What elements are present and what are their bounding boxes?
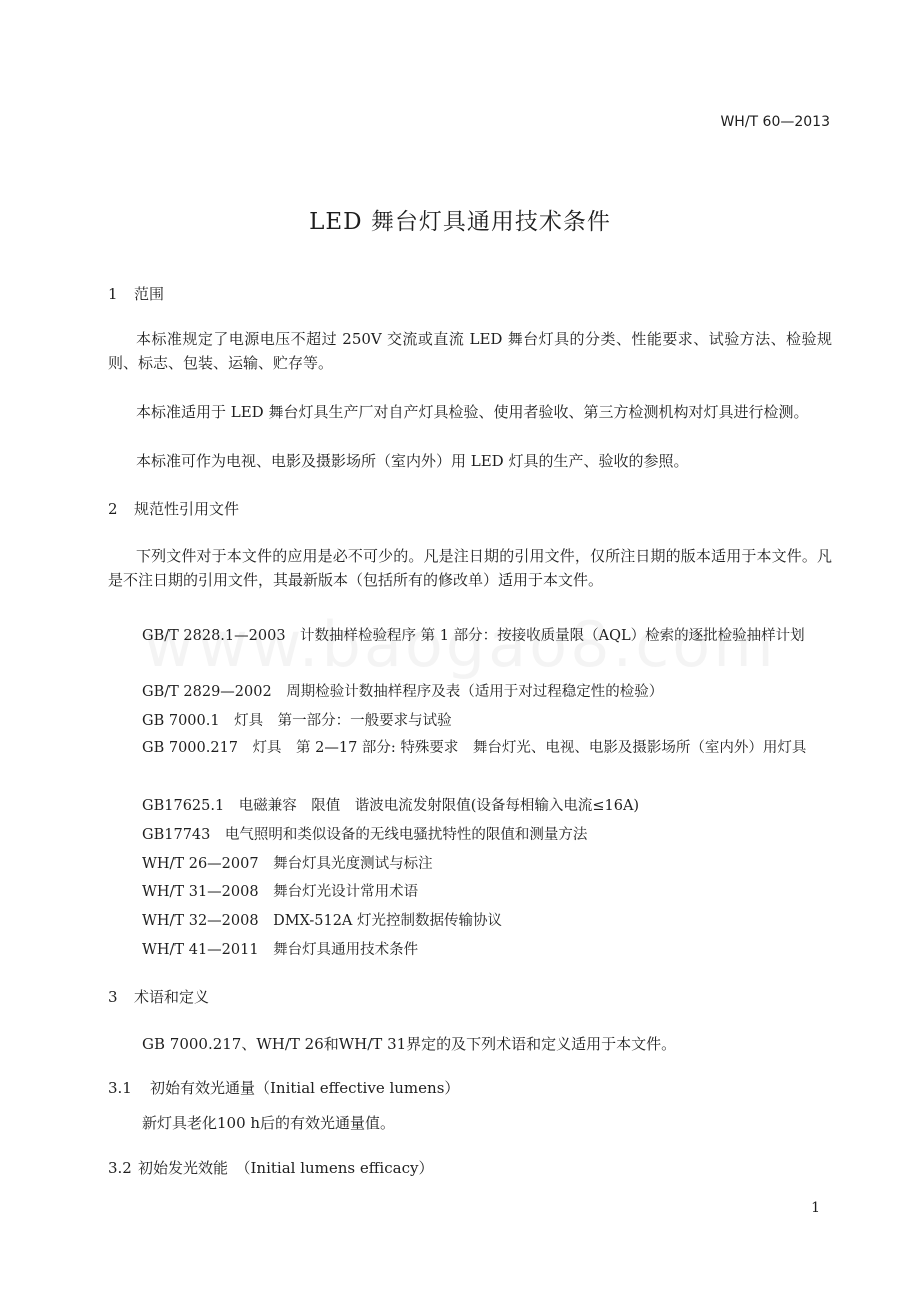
section-title: 规范性引用文件 (134, 500, 240, 518)
reference-item: GB 7000.1 灯具 第一部分：一般要求与试验 (142, 713, 452, 729)
reference-item: WH/T 41—2011 舞台灯具通用技术条件 (142, 942, 419, 958)
subsection-heading-initial-effective-lumens (108, 1077, 459, 1098)
reference-item: GB/T 2829—2002 周期检验计数抽样程序及表（适用于对过程稳定性的检验） (142, 684, 664, 700)
section-heading-terms-and-definitions (108, 986, 209, 1007)
paragraph: 下列文件对于本文件的应用是必不可少的。凡是注日期的引用文件，仅所注日期的版本适用于本文件。凡是不注日期的引用文件，其最新版本（包括所有的修改单）适用于本文件。 (108, 547, 832, 589)
section-title: 术语和定义 (134, 988, 210, 1006)
paragraph: GB 7000.217、WH/T 26和WH/T 31界定的及下列术语和定义适用于本文件。 (142, 1035, 677, 1053)
definition-text: 新灯具老化100 h后的有效光通量值。 (142, 1114, 396, 1132)
section-heading-normative-references (108, 498, 239, 519)
reference-item: GB 7000.217 灯具 第 2—17 部分: 特殊要求 舞台灯光、电视、电影及摄影场所（室内外）用灯具 (142, 740, 807, 756)
subsection-title: 初始发光效能 （Initial lumens efficacy） (138, 1159, 434, 1177)
reference-item: GB17743 电气照明和类似设备的无线电骚扰特性的限值和测量方法 (142, 827, 588, 843)
paragraph: 本标准规定了电源电压不超过 250V 交流或直流 LED 舞台灯具的分类、性能要求、试验方法、检验规则、标志、包装、运输、贮存等。 (108, 330, 832, 372)
reference-item: WH/T 32—2008 DMX-512A 灯光控制数据传输协议 (142, 913, 502, 929)
standard-number: WH/T 60—2013 (720, 114, 830, 130)
section-heading-scope (108, 283, 164, 304)
reference-item: GB/T 2828.1—2003 计数抽样检验程序 第 1 部分：按接收质量限（AQL）检索的逐批检验抽样计划 (142, 628, 805, 644)
subsection-heading-initial-lumens-efficacy (108, 1157, 433, 1178)
section-title: 范围 (134, 285, 165, 303)
paragraph: 本标准可作为电视、电影及摄影场所（室内外）用 LED 灯具的生产、验收的参照。 (136, 452, 689, 470)
reference-item: WH/T 31—2008 舞台灯光设计常用术语 (142, 884, 419, 900)
section-number: 3 (108, 988, 118, 1006)
page-number: 1 (811, 1200, 820, 1216)
subsection-title: 初始有效光通量（Initial effective lumens） (150, 1079, 460, 1097)
paragraph: 本标准适用于 LED 舞台灯具生产厂对自产灯具检验、使用者验收、第三方检测机构对灯具进行检测。 (136, 403, 809, 421)
reference-item: GB17625.1 电磁兼容 限值 谐波电流发射限值(设备每相输入电流≤16A) (142, 798, 640, 814)
subsection-number: 3.1 (108, 1079, 132, 1097)
section-number: 1 (108, 285, 118, 303)
document-title: LED 舞台灯具通用技术条件 (309, 209, 611, 235)
subsection-number: 3.2 (108, 1159, 132, 1177)
section-number: 2 (108, 500, 118, 518)
reference-item: WH/T 26—2007 舞台灯具光度测试与标注 (142, 856, 433, 872)
